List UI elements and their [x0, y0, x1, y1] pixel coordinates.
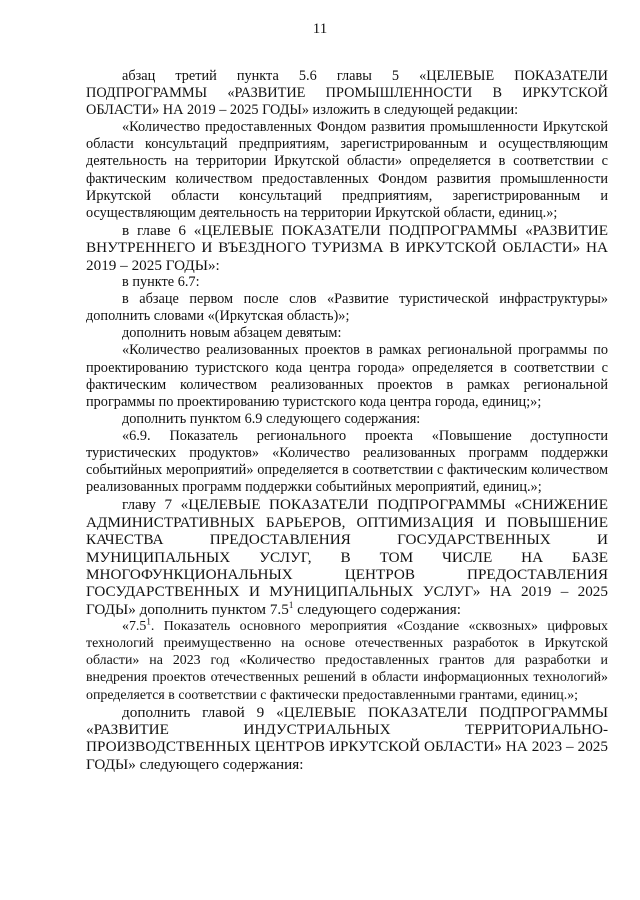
paragraph-text: следующего содержания:	[293, 600, 461, 618]
paragraph: «6.9. Показатель регионального проекта «Повышение доступности туристических продуктов» «Количество реализованных программ поддержки событийных мероприятий» определяется в соответствии с фактическим количеством реализованных программ поддержки событийных мероприятий, единиц.»;	[86, 427, 608, 496]
paragraph: в главе 6 «ЦЕЛЕВЫЕ ПОКАЗАТЕЛИ ПОДПРОГРАММЫ «РАЗВИТИЕ ВНУТРЕННЕГО И ВЪЕЗДНОГО ТУРИЗМА В ИРКУТСКОЙ ОБЛАСТИ» НА 2019 – 2025 ГОДЫ»:	[86, 221, 608, 274]
paragraph: в пункте 6.7:	[122, 274, 200, 291]
paragraph: дополнить новым абзацем девятым:	[122, 325, 342, 342]
superscript: 1	[146, 616, 151, 627]
paragraph	[86, 496, 608, 618]
paragraph-text: главу 7 «ЦЕЛЕВЫЕ ПОКАЗАТЕЛИ ПОДПРОГРАММЫ «СНИЖЕНИЕ АДМИНИСТРАТИВНЫХ БАРЬЕРОВ, ОПТИМИЗАЦИЯ И ПОВЫШЕНИЕ КАЧЕСТВА ПРЕДОСТАВЛЕНИЯ ГОСУДАРСТВЕННЫХ И МУНИЦИПАЛЬНЫХ УСЛУГ, В ТОМ ЧИСЛЕ НА БАЗЕ МНОГОФУНКЦИОНАЛЬНЫХ ЦЕНТРОВ ПРЕДОСТАВЛЕНИЯ ГОСУДАРСТВЕННЫХ И МУНИЦИПАЛЬНЫХ УСЛУГ» НА 2019 – 2025 ГОДЫ» дополнить пунктом 7.5	[86, 496, 608, 618]
paragraph: «Количество предоставленных Фондом развития промышленности Иркутской области консультаций предприятиям, зарегистрированным и осуществляющим деятельность на территории Иркутской области» определяется в соответствии с фактическим количеством предоставленных Фондом развития промышленности Иркутской области консультаций предприятиям, зарегистрированным и осуществляющим деятельность на территории Иркутской области, единиц.»;	[86, 119, 608, 221]
paragraph: дополнить пунктом 6.9 следующего содержания:	[122, 410, 421, 427]
paragraph	[86, 618, 608, 703]
page-number: 11	[312, 21, 328, 37]
paragraph: «Количество реализованных проектов в рамках региональной программы по проектированию туристского кода центра города» определяется в соответствии с фактическим количеством реализованных проектов в рамках региональной программы по проектированию туристского кода центра города, единиц;»;	[86, 342, 608, 410]
paragraph-text: . Показатель основного мероприятия «Создание «сквозных» цифровых технологий преимущественно на основе отечественных разработок в Иркутской области» на 2023 год «Количество предоставленных грантов для разработки и внедрения проектов отечественных решений в области информационных технологий» определяется в соответствии с фактически предоставленными грантами, единиц.»;	[86, 619, 608, 703]
document-body	[86, 68, 608, 773]
paragraph: абзац третий пункта 5.6 главы 5 «ЦЕЛЕВЫЕ ПОКАЗАТЕЛИ ПОДПРОГРАММЫ «РАЗВИТИЕ ПРОМЫШЛЕННОСТИ В ИРКУТСКОЙ ОБЛАСТИ» НА 2019 – 2025 ГОДЫ» изложить в следующей редакции:	[86, 68, 608, 119]
paragraph: дополнить главой 9 «ЦЕЛЕВЫЕ ПОКАЗАТЕЛИ ПОДПРОГРАММЫ «РАЗВИТИЕ ИНДУСТРИАЛЬНЫХ ТЕРРИТОРИАЛЬНО-ПРОИЗВОДСТВЕННЫХ ЦЕНТРОВ ИРКУТСКОЙ ОБЛАСТИ» НА 2023 – 2025 ГОДЫ» следующего содержания:	[86, 703, 608, 773]
paragraph-text: «7.5	[122, 619, 147, 635]
paragraph: в абзаце первом после слов «Развитие туристической инфраструктуры» дополнить словами «(Иркутская область)»;	[86, 291, 608, 325]
superscript: 1	[288, 599, 294, 610]
